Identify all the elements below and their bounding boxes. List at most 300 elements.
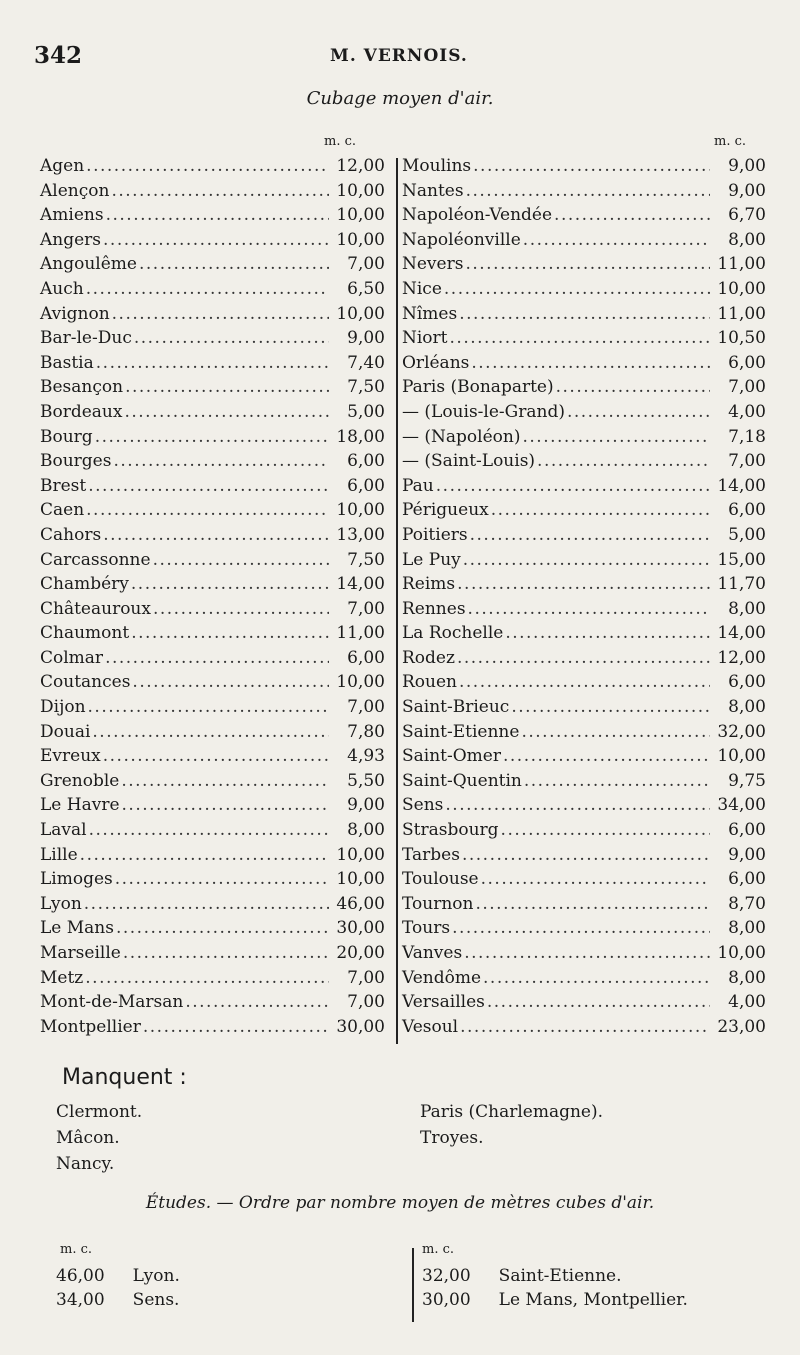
table-row (40, 597, 385, 622)
air-volume-value: 10,00 (336, 500, 385, 521)
air-volume-value: 7,00 (347, 254, 385, 275)
dot-leader (137, 252, 329, 277)
table-row (402, 252, 766, 277)
city-name: Le Mans (40, 918, 114, 939)
air-volume-value: 12,00 (336, 156, 385, 176)
dot-leader (101, 523, 329, 548)
air-volume-value: 46,00 (336, 893, 385, 914)
air-volume-value: 7,00 (347, 992, 385, 1013)
running-head: M. VERNOIS. (330, 46, 468, 66)
table-row (40, 892, 385, 917)
air-volume-value: 9,00 (728, 156, 766, 176)
city-name: Bourges (40, 451, 112, 472)
air-volume-value: 8,70 (728, 893, 766, 914)
table-row (40, 867, 385, 892)
city-name: Montpellier (40, 1016, 141, 1037)
table-row (40, 179, 385, 204)
air-volume-value: 20,00 (336, 943, 385, 963)
table-row (40, 474, 385, 499)
air-volume-value: 8,00 (728, 598, 766, 619)
table-row (402, 449, 766, 474)
air-volume-value: 10,00 (336, 205, 385, 226)
dot-leader (119, 769, 329, 794)
dot-leader (565, 400, 710, 425)
studies-row (422, 1288, 688, 1312)
dot-leader (103, 646, 329, 671)
table-row (40, 793, 385, 818)
air-volume-value: 7,40 (347, 352, 385, 373)
dot-leader (86, 695, 329, 720)
air-volume-value: 9,00 (728, 844, 766, 865)
city-name: Moulins (402, 156, 472, 176)
dot-leader (499, 818, 710, 843)
air-volume-value: 6,00 (347, 647, 385, 668)
dot-leader (455, 572, 710, 597)
air-volume-value: 5,50 (347, 770, 385, 791)
table-row (402, 523, 766, 548)
dot-leader (520, 425, 710, 450)
dot-leader (122, 400, 329, 425)
dot-leader (94, 351, 329, 376)
dot-leader (141, 1015, 329, 1040)
table-row (402, 720, 766, 745)
air-volume-value: 14,00 (717, 623, 766, 644)
table-row (402, 474, 766, 499)
city-name: Bordeaux (40, 401, 123, 422)
city-name: Versailles (402, 992, 485, 1013)
studies-unit-left: m. c. (60, 1242, 93, 1257)
air-volume-value: 7,50 (347, 549, 385, 570)
city-name: Bar-le-Duc (40, 328, 132, 349)
dot-leader (501, 744, 710, 769)
air-volume-value: 7,00 (728, 451, 766, 472)
dot-leader (104, 203, 329, 228)
dot-leader (442, 277, 710, 302)
table-row (402, 375, 766, 400)
city-name: Reims (402, 574, 456, 595)
table-row (402, 326, 766, 351)
air-volume-value: 10,00 (336, 672, 385, 693)
table-row (40, 498, 385, 523)
air-volume-value: 34,00 (717, 795, 766, 816)
dot-leader (473, 892, 710, 917)
table-row (402, 400, 766, 425)
table-row (40, 375, 385, 400)
table-row (402, 990, 766, 1015)
unit-label-left: m. c. (324, 134, 357, 149)
dot-leader (519, 720, 710, 745)
city-name: Bourg (40, 426, 93, 447)
table-row (40, 990, 385, 1015)
city-name: Angers (40, 229, 102, 250)
dot-leader (469, 351, 710, 376)
dot-leader (463, 252, 710, 277)
dot-leader (129, 621, 329, 646)
table-row (40, 621, 385, 646)
studies-value: 34,00 (56, 1290, 105, 1310)
city-name: Napoléonville (402, 229, 521, 250)
city-name: Tours (402, 918, 451, 939)
air-volume-value: 6,00 (728, 500, 766, 521)
air-volume-value: 5,00 (728, 524, 766, 545)
city-name: — (Saint-Louis) (402, 451, 536, 472)
dot-leader (151, 597, 329, 622)
city-name: Vendôme (402, 967, 482, 988)
dot-leader (462, 941, 710, 966)
air-volume-value: 14,00 (717, 475, 766, 496)
table-row (402, 941, 766, 966)
table-row (402, 498, 766, 523)
air-volume-value: 6,00 (347, 475, 385, 496)
column-divider (396, 158, 398, 1044)
unit-label-right: m. c. (714, 134, 747, 149)
air-volume-value: 18,00 (336, 426, 385, 447)
studies-value: 46,00 (56, 1266, 105, 1286)
studies-row (422, 1264, 688, 1288)
dot-leader (434, 474, 710, 499)
air-volume-value: 30,00 (336, 1016, 385, 1037)
table-row (40, 670, 385, 695)
city-name: Toulouse (402, 869, 479, 890)
air-volume-value: 6,00 (347, 451, 385, 472)
studies-heading: Études. — Ordre par nombre moyen de mètres cubes d'air. (145, 1193, 655, 1213)
air-volume-value: 12,00 (717, 647, 766, 668)
studies-list-left (56, 1264, 180, 1312)
city-name: Cahors (40, 524, 102, 545)
table-column-left (40, 154, 385, 1039)
table-row (402, 966, 766, 991)
air-volume-value: 15,00 (717, 549, 766, 570)
city-name: Saint-Quentin (402, 770, 522, 791)
city-name: Chaumont (40, 623, 130, 644)
city-name: Alençon (40, 180, 110, 201)
city-name: Tarbes (402, 844, 460, 865)
dot-leader (489, 498, 710, 523)
air-volume-value: 11,00 (336, 623, 385, 644)
city-name: La Rochelle (402, 623, 504, 644)
dot-leader (535, 449, 710, 474)
dot-leader (485, 990, 710, 1015)
dot-leader (455, 646, 710, 671)
table-row (402, 843, 766, 868)
air-volume-value: 10,00 (336, 303, 385, 324)
table-row (40, 351, 385, 376)
air-volume-value: 7,50 (347, 377, 385, 398)
dot-leader (460, 843, 710, 868)
table-row (402, 769, 766, 794)
air-volume-value: 7,80 (347, 721, 385, 742)
table-row (402, 302, 766, 327)
dot-leader (461, 548, 710, 573)
air-volume-value: 6,00 (728, 672, 766, 693)
table-row (40, 425, 385, 450)
dot-leader (93, 425, 329, 450)
dot-leader (443, 793, 710, 818)
dot-leader (83, 966, 329, 991)
city-name: Coutances (40, 672, 131, 693)
missing-item: Clermont. (56, 1102, 143, 1122)
studies-city: Saint-Etienne. (498, 1266, 622, 1286)
air-volume-value: 10,00 (336, 180, 385, 201)
dot-leader (481, 966, 710, 991)
dot-leader (521, 228, 710, 253)
dot-leader (466, 597, 710, 622)
dot-leader (87, 818, 329, 843)
table-row (402, 548, 766, 573)
city-name: Poitiers (402, 524, 468, 545)
table-row (40, 966, 385, 991)
city-name: Périgueux (402, 500, 489, 521)
dot-leader (509, 695, 710, 720)
city-name: Orléans (402, 352, 470, 373)
studies-city: Le Mans, Montpellier. (498, 1290, 688, 1310)
dot-leader (464, 179, 710, 204)
table-row (40, 252, 385, 277)
table-row (40, 523, 385, 548)
air-volume-value: 8,00 (728, 967, 766, 988)
table-row (40, 572, 385, 597)
table-row (40, 695, 385, 720)
dot-leader (82, 892, 329, 917)
table-row (402, 203, 766, 228)
table-column-right (402, 154, 766, 1039)
air-volume-value: 8,00 (728, 229, 766, 250)
city-name: Bastia (40, 352, 94, 373)
city-name: Evreux (40, 746, 101, 767)
city-name: Niort (402, 328, 448, 349)
missing-heading: Manquent : (62, 1065, 187, 1090)
table-row (40, 449, 385, 474)
dot-leader (90, 720, 329, 745)
air-volume-value: 7,18 (728, 426, 766, 447)
table-row (40, 769, 385, 794)
table-row (402, 572, 766, 597)
dot-leader (101, 744, 329, 769)
city-name: Dijon (40, 697, 86, 718)
air-volume-value: 10,00 (717, 746, 766, 767)
dot-leader (84, 498, 329, 523)
table-row (402, 1015, 766, 1040)
city-name: Angoulême (40, 254, 137, 275)
dot-leader (123, 375, 329, 400)
page-header (34, 42, 780, 72)
air-volume-value: 30,00 (336, 918, 385, 939)
air-volume-value: 11,00 (717, 303, 766, 324)
air-volume-value: 7,00 (728, 377, 766, 398)
table-row (40, 154, 385, 179)
studies-unit-right: m. c. (422, 1242, 455, 1257)
dot-leader (129, 572, 329, 597)
city-name: Vanves (402, 943, 463, 963)
air-volume-value: 7,00 (347, 697, 385, 718)
city-name: Caen (40, 500, 85, 521)
air-volume-value: 4,00 (728, 401, 766, 422)
missing-list-left (56, 1099, 142, 1177)
air-volume-value: 8,00 (728, 697, 766, 718)
table-row (402, 646, 766, 671)
table-row (402, 695, 766, 720)
air-volume-value: 4,93 (347, 746, 385, 767)
city-name: Limoges (40, 869, 113, 890)
table-row (40, 843, 385, 868)
table-row (40, 744, 385, 769)
air-volume-value: 6,50 (347, 278, 385, 299)
dot-leader (111, 449, 329, 474)
city-name: Saint-Etienne (402, 721, 520, 742)
air-volume-value: 10,50 (717, 328, 766, 349)
dot-leader (522, 769, 710, 794)
air-volume-value: 9,00 (728, 180, 766, 201)
studies-city: Lyon. (132, 1266, 180, 1286)
city-name: Marseille (40, 943, 121, 963)
dot-leader (84, 154, 329, 179)
city-name: Le Havre (40, 795, 120, 816)
air-volume-value: 4,00 (728, 992, 766, 1013)
dot-leader (132, 326, 329, 351)
city-name: Laval (40, 820, 87, 841)
section-title: Cubage moyen d'air. (306, 88, 494, 109)
dot-leader (448, 326, 710, 351)
city-name: Grenoble (40, 770, 120, 791)
city-name: Rodez (402, 647, 455, 668)
missing-item: Troyes. (420, 1128, 484, 1148)
table-row (402, 597, 766, 622)
dot-leader (471, 154, 710, 179)
table-row (402, 916, 766, 941)
table-row (40, 326, 385, 351)
table-row (402, 670, 766, 695)
air-volume-value: 10,00 (717, 278, 766, 299)
table-row (402, 793, 766, 818)
dot-leader (468, 523, 710, 548)
dot-leader (114, 916, 329, 941)
air-volume-value: 32,00 (717, 721, 766, 742)
dot-leader (458, 1015, 710, 1040)
air-volume-value: 14,00 (336, 574, 385, 595)
air-volume-value: 6,00 (728, 869, 766, 890)
missing-item: Mâcon. (56, 1128, 120, 1148)
air-volume-value: 10,00 (717, 943, 766, 963)
air-volume-value: 6,70 (728, 205, 766, 226)
city-name: Châteauroux (40, 598, 151, 619)
missing-list-right (420, 1099, 603, 1151)
city-name: Rennes (402, 598, 466, 619)
dot-leader (120, 793, 329, 818)
table-row (402, 277, 766, 302)
dot-leader (78, 843, 329, 868)
air-volume-value: 8,00 (347, 820, 385, 841)
table-row (40, 720, 385, 745)
table-row (402, 179, 766, 204)
city-name: Le Puy (402, 549, 461, 570)
table-row (40, 548, 385, 573)
table-row (40, 203, 385, 228)
city-name: Brest (40, 475, 87, 496)
page-number: 342 (34, 42, 83, 69)
city-name: Nevers (402, 254, 464, 275)
air-volume-value: 7,00 (347, 598, 385, 619)
table-row (40, 302, 385, 327)
table-row (40, 277, 385, 302)
air-volume-value: 6,00 (728, 820, 766, 841)
table-row (402, 621, 766, 646)
table-row (402, 228, 766, 253)
city-name: Chambéry (40, 574, 129, 595)
air-volume-value: 23,00 (717, 1016, 766, 1037)
dot-leader (479, 867, 710, 892)
dot-leader (84, 277, 329, 302)
city-name: Paris (Bonaparte) (402, 377, 554, 398)
city-name: Colmar (40, 647, 104, 668)
missing-item: Paris (Charlemagne). (420, 1102, 604, 1122)
table-row (402, 818, 766, 843)
city-name: Vesoul (402, 1016, 459, 1037)
table-row (402, 425, 766, 450)
air-volume-value: 13,00 (336, 524, 385, 545)
dot-leader (554, 375, 710, 400)
air-volume-value: 9,00 (347, 795, 385, 816)
missing-item: Nancy. (56, 1154, 115, 1174)
table-row (402, 351, 766, 376)
table-row (40, 400, 385, 425)
city-name: Nîmes (402, 303, 458, 324)
air-volume-value: 11,00 (717, 254, 766, 275)
city-name: Saint-Brieuc (402, 697, 510, 718)
dot-leader (121, 941, 329, 966)
city-name: Mont-de-Marsan (40, 992, 184, 1013)
city-name: Metz (40, 967, 84, 988)
air-volume-value: 10,00 (336, 844, 385, 865)
city-name: Nice (402, 278, 442, 299)
air-volume-value: 8,00 (728, 918, 766, 939)
air-volume-value: 10,00 (336, 229, 385, 250)
table-row (402, 867, 766, 892)
dot-leader (552, 203, 710, 228)
dot-leader (151, 548, 329, 573)
city-name: Tournon (402, 893, 474, 914)
dot-leader (113, 867, 329, 892)
city-name: Avignon (40, 303, 110, 324)
city-name: — (Napoléon) (402, 426, 521, 447)
city-name: Lille (40, 844, 78, 865)
air-volume-value: 10,00 (336, 869, 385, 890)
city-name: Carcassonne (40, 549, 151, 570)
table-row (40, 1015, 385, 1040)
air-volume-value: 7,00 (347, 967, 385, 988)
table-row (402, 744, 766, 769)
studies-row (56, 1288, 180, 1312)
table-row (40, 818, 385, 843)
city-name: Besançon (40, 377, 124, 398)
studies-row (56, 1264, 180, 1288)
studies-value: 32,00 (422, 1266, 471, 1286)
air-volume-value: 9,00 (347, 328, 385, 349)
dot-leader (183, 990, 329, 1015)
city-name: Strasbourg (402, 820, 499, 841)
city-name: Sens (402, 795, 444, 816)
studies-city: Sens. (132, 1290, 180, 1310)
city-name: Auch (40, 278, 84, 299)
city-name: Agen (40, 156, 85, 176)
dot-leader (110, 302, 329, 327)
table-row (40, 916, 385, 941)
city-name: Douai (40, 721, 91, 742)
city-name: Lyon (40, 893, 82, 914)
air-volume-value: 5,00 (347, 401, 385, 422)
table-row (402, 154, 766, 179)
city-name: — (Louis-le-Grand) (402, 401, 565, 422)
table-row (402, 892, 766, 917)
